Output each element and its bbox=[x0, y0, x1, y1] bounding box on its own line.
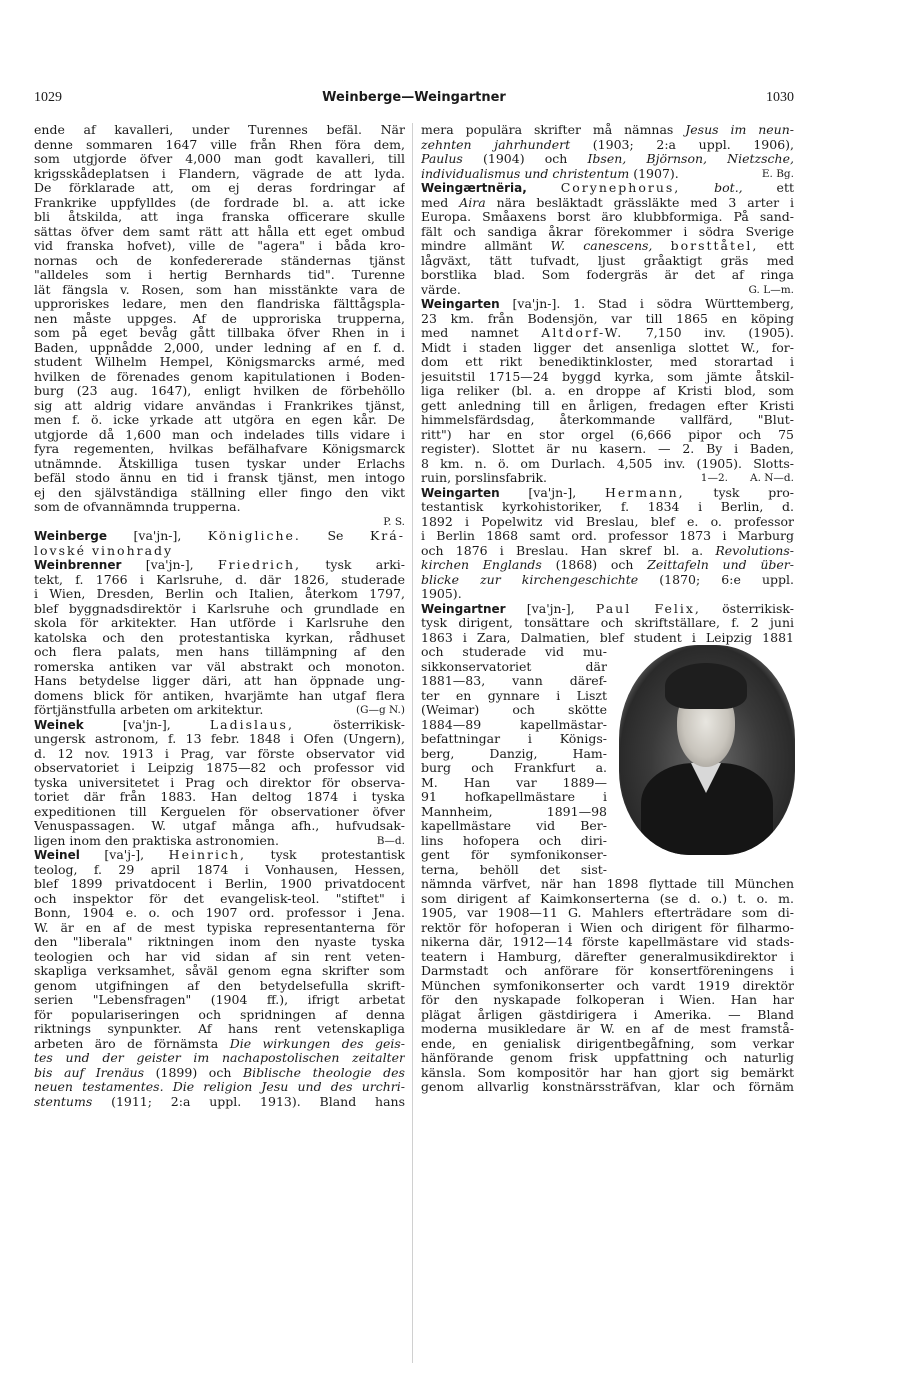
entry-line: jesuitstil 1715—24 byggd kyrka, som jämte åtskil- bbox=[421, 369, 794, 384]
entry-line: sig att aldrig vidare användas i Frankrikes tjänst, bbox=[34, 398, 405, 413]
entry-body bbox=[421, 254, 794, 283]
entry-text: värde. bbox=[421, 282, 461, 297]
entry-text: ett bbox=[776, 239, 794, 253]
cross-ref-label: Se bbox=[327, 529, 344, 543]
author-signature: A. N—d. bbox=[749, 472, 794, 484]
entry-line: 8 km. n. ö. om Durlach. 4,505 inv. (1905). Slotts- bbox=[421, 456, 794, 471]
entry-line bbox=[421, 326, 794, 341]
entry-line: rektör för hofoperan i Wien och dirigent för filharmo- bbox=[421, 920, 794, 935]
person-name: Friedrich, bbox=[217, 558, 301, 572]
entry-line bbox=[421, 181, 794, 196]
entry-line: som på eget bevåg gått tillbaka öfver Rhen in i bbox=[34, 326, 405, 340]
entry-text: nära besläktadt grässläkte med 3 arter i bbox=[496, 195, 794, 210]
entry-line: lågväxt, tätt tufvadt, ljust gråaktigt gräs med bbox=[421, 253, 794, 268]
entry-line: M. Han var 1889— bbox=[421, 775, 607, 790]
entry-line: moderna musikledare är W. en af de mest framstå- bbox=[421, 1022, 794, 1036]
running-title: Weinberge—Weingartner bbox=[322, 90, 506, 105]
entry-line bbox=[34, 1095, 405, 1110]
book-title: Paulus bbox=[421, 152, 463, 166]
entry-line: för den nyskapade folkoperan i Wien. Han har bbox=[421, 993, 794, 1007]
entry-line: observatoriet i Leipzig 1875—82 och professor vid bbox=[34, 761, 405, 775]
entry-line: plägat årligen gästdirigera i Amerika. — Bland bbox=[421, 1007, 794, 1022]
author-signature: G. L—m. bbox=[748, 283, 794, 296]
entry-line: testantisk kyrkohistoriker, f. 1834 i Berlin, d. bbox=[421, 500, 794, 514]
entry-line: himmelsfärdsdag, återkommande vallfärd, "Blut- bbox=[421, 413, 794, 427]
entry-weinberge bbox=[34, 529, 405, 558]
column-divider bbox=[412, 123, 413, 1363]
entry-line: Mannheim, 1891—98 bbox=[421, 804, 607, 819]
entry-line: tekt, f. 1766 i Karlsruhe, d. där 1826, studerade bbox=[34, 572, 405, 587]
entry-line: känsla. Som kompositör har han gjort sig bemärkt bbox=[421, 1065, 794, 1080]
pronunciation: [va'jn-], bbox=[122, 717, 171, 732]
entry-line: fyra regementen, hvilkas befälhafvare Königsmarck bbox=[34, 442, 405, 456]
entry-body bbox=[34, 732, 405, 848]
entry-line: liga reliker (bl. a. en droppe af Kristi blod, som bbox=[421, 384, 794, 398]
entry-line: sikkonservatoriet där bbox=[421, 659, 607, 674]
entry-line: 1905). bbox=[421, 587, 462, 601]
entry-line: genom utgifningen af den betydelsefulla skrift- bbox=[34, 978, 405, 993]
headword: Weingærtnëria, bbox=[421, 181, 527, 195]
entry-line: dom ett rikt benediktinkloster, med storartad i bbox=[421, 355, 794, 369]
book-title: Jesus im neun- bbox=[685, 123, 794, 137]
entry-line: upproriskes ledare, men den flandriska fälttågspla- bbox=[34, 297, 405, 311]
pronunciation: [va'j-], bbox=[104, 848, 145, 862]
entry-line: som de ofvannämnda trupperna. bbox=[34, 500, 241, 514]
entry-line bbox=[421, 486, 794, 501]
author-signature: B—d. bbox=[376, 834, 405, 847]
entry-line: berg, Danzig, Ham- bbox=[421, 746, 607, 761]
book-title: Die wirkungen des geis- bbox=[229, 1036, 405, 1051]
entry-text: 1—2. bbox=[700, 472, 728, 484]
book-title: blicke zur kirchengeschichte bbox=[421, 572, 639, 587]
headword: Weingartner bbox=[421, 601, 506, 616]
swedish-name: borsttåtel, bbox=[670, 239, 759, 253]
book-title: Revolutions- bbox=[715, 543, 794, 558]
person-name: Hermann, bbox=[605, 485, 685, 500]
entry-line bbox=[421, 471, 794, 486]
headword: Weingarten bbox=[421, 297, 500, 311]
book-title: stentums bbox=[34, 1094, 93, 1109]
entry-line bbox=[421, 602, 794, 617]
entry-line: gent för symfonikonser- bbox=[421, 848, 607, 862]
book-title: zehnten jahrhundert bbox=[421, 137, 571, 152]
book-title: kirchen Englands bbox=[421, 558, 542, 572]
entry-text: österrikisk- bbox=[722, 601, 794, 616]
latin-name: Corynephorus, bbox=[560, 181, 681, 195]
entry-line bbox=[421, 297, 794, 312]
entry-line: den "liberala" riktningen inom den nyaste tyska bbox=[34, 935, 405, 949]
entry-body bbox=[421, 500, 794, 544]
entry-body bbox=[421, 877, 794, 1095]
author-signature: (G—g N.) bbox=[356, 704, 405, 716]
left-column bbox=[34, 123, 405, 1109]
entry-line: Hans betydelse ligger däri, att han öppnade ung- bbox=[34, 674, 405, 688]
entry-line: Midt i staden ligger det ansenliga slottet W., for- bbox=[421, 340, 794, 355]
person-name: Paul Felix, bbox=[595, 601, 701, 616]
entry-text: (1868) och bbox=[555, 558, 634, 572]
entry-line: romerska antiken var väl abstrakt och monoton. bbox=[34, 659, 405, 674]
entry-weingarten-town bbox=[421, 297, 794, 486]
spaced-text: Königliche. bbox=[207, 529, 301, 543]
entry-line: 1863 i Zara, Dalmatien, blef student i Leipzig 1881 bbox=[421, 630, 794, 645]
entry-line: register). Slottet är nu kasern. — 2. By i Baden, bbox=[421, 442, 794, 456]
entry-line: krigsskådeplatsen i Flandern, vägrade de att lyda. bbox=[34, 166, 405, 181]
entry-line: för populariseringen och spridningen af denna bbox=[34, 1007, 405, 1022]
entry-line bbox=[421, 138, 794, 153]
entry-line bbox=[421, 239, 794, 254]
headword: Weinel bbox=[34, 848, 80, 862]
entry-line: teologien och har vid sidan af sin rent veten- bbox=[34, 949, 405, 964]
entry-line: och studerade vid mu- bbox=[421, 645, 607, 659]
entry-line: Baden, uppnådde 2,000, under ledning af en f. d. bbox=[34, 340, 405, 355]
book-title: individualismus und christentum bbox=[421, 166, 630, 181]
entry-weinel bbox=[34, 848, 405, 1109]
entry-line: som utgjorde öfver 4,000 man godt kavalleri, till bbox=[34, 152, 405, 166]
entry-line: teolog, f. 29 april 1874 i Vonhausen, Hessen, bbox=[34, 862, 405, 877]
entry-line bbox=[34, 1066, 405, 1081]
entry-line: lät fängsla v. Rosen, som han misstänkte vara de bbox=[34, 282, 405, 297]
entry-line: 1905, var 1908—11 G. Mahlers efterträdare som di- bbox=[421, 906, 794, 920]
entry-line bbox=[421, 544, 794, 559]
entry-line: lins hofopera och diri- bbox=[421, 833, 607, 848]
latin-name: Aira bbox=[459, 195, 486, 210]
book-title: neuen testamentes. Die religion Jesu und des urchri- bbox=[34, 1080, 405, 1094]
entry-line bbox=[421, 152, 794, 167]
cross-ref-target: Krá- bbox=[369, 529, 405, 543]
entry-line bbox=[34, 718, 405, 733]
entry-line: tysk dirigent, tonsättare och skriftställare, f. 2 juni bbox=[421, 616, 794, 630]
page-header bbox=[34, 90, 794, 112]
entry-line: hvilken de förenades genom kapitulationen i Boden- bbox=[34, 369, 405, 384]
entry-line: d. 12 nov. 1913 i Prag, var förste observator vid bbox=[34, 746, 405, 761]
entry-line bbox=[421, 283, 794, 298]
entry-line: München symfonikonserter och vardt 1919 direktör bbox=[421, 978, 794, 993]
entry-body bbox=[34, 863, 405, 1052]
entry-text: tysk protestantisk bbox=[270, 848, 405, 862]
entry-text: (1907). bbox=[633, 166, 679, 181]
entry-line: borstlika blad. Som fodergräs är det af ringa bbox=[421, 268, 794, 282]
entry-line: bli åtskilda, att inga franska officerare skulle bbox=[34, 210, 405, 224]
entry-line: hänförande genom frisk uppfattning och naturlig bbox=[421, 1051, 794, 1065]
entry-line: katolska och den protestantiska kyrkan, rådhuset bbox=[34, 630, 405, 645]
pronunciation: [va'jn-], bbox=[133, 529, 182, 543]
author-signature: P. S. bbox=[383, 515, 405, 528]
entry-line: och flera palats, men hans tillämpning af den bbox=[34, 645, 405, 659]
place-name: Altdorf-W. bbox=[541, 326, 624, 340]
headword: Weingarten bbox=[421, 485, 500, 500]
entry-signature-line bbox=[34, 515, 405, 530]
entry-text: ruin, porslinsfabrik. bbox=[421, 471, 548, 485]
entry-line: blef byggnadsdirektör i Karlsruhe och grundlade en bbox=[34, 601, 405, 616]
book-title: Biblische theologie des bbox=[243, 1065, 405, 1080]
entry-line: blef 1899 privatdocent i Berlin, 1900 privatdocent bbox=[34, 877, 405, 891]
entry-text: tysk pro- bbox=[713, 485, 794, 500]
pronunciation: [va'jn-], bbox=[526, 601, 575, 616]
entry-line: riktnings synpunkter. Af hans rent vetenskapliga bbox=[34, 1022, 405, 1036]
entry-line: fält och sandiga åkrar förekommer i södra Sverige bbox=[421, 224, 794, 239]
entry-text: [va'jn-]. 1. Stad i södra Württemberg, bbox=[512, 297, 794, 311]
entry-line: men f. ö. icke yrkade att utgöra en egen kår. De bbox=[34, 413, 405, 427]
entry-weinbrenner bbox=[34, 558, 405, 718]
entry-line bbox=[421, 167, 794, 182]
field-label: bot., bbox=[714, 181, 743, 195]
entry-line: sättas öfver dem samt rätt att hålla ett eget ombud bbox=[34, 224, 405, 239]
entry-line: lovské vinohrady bbox=[34, 543, 174, 558]
entry-line: De förklarade att, om ej deras fordringar af bbox=[34, 181, 405, 195]
entry-line: Europa. Småaxens borst äro klubbformiga. På sand- bbox=[421, 210, 794, 224]
page-number-right: 1030 bbox=[766, 90, 794, 105]
entry-line: denne sommaren 1647 ville från Rhen föra dem, bbox=[34, 137, 405, 152]
entry-line: ende af kavalleri, under Turennes befäl. När bbox=[34, 123, 405, 137]
entry-text: med bbox=[421, 195, 449, 210]
portrait-hair-shape bbox=[665, 663, 747, 709]
entry-line bbox=[34, 848, 405, 863]
entry-weinel-continued bbox=[421, 123, 794, 181]
entry-line: gett anledning till en årligen, fredagen efter Kristi bbox=[421, 398, 794, 413]
entry-text: med namnet bbox=[421, 326, 519, 340]
entry-line: 1892 i Popelwitz vid Breslau, blef e. o. professor bbox=[421, 514, 794, 529]
entry-line bbox=[421, 573, 794, 588]
entry-line: 23 km. från Bodensjön, var till 1865 en köping bbox=[421, 311, 794, 326]
entry-line bbox=[34, 558, 405, 573]
entry-line: nämnda värfvet, när han 1898 flyttade till München bbox=[421, 877, 794, 891]
entry-line: ter en gynnare i Liszt bbox=[421, 688, 607, 703]
headword: Weinek bbox=[34, 717, 84, 732]
entry-body bbox=[421, 341, 794, 472]
entry-line: nikerna där, 1912—14 förste kapellmästare vid stads- bbox=[421, 935, 794, 949]
entry-line: ritt") har en stor orgel (6,666 pipor och 75 bbox=[421, 427, 794, 442]
entry-line: 1881—83, vann däref- bbox=[421, 674, 607, 688]
entry-line: och inspektor för det evangelisk-teol. "stiftet" i bbox=[34, 891, 405, 906]
entry-line: 1884—89 kapellmästar- bbox=[421, 717, 607, 732]
entry-text: förtjänstfulla arbeten om arkitektur. bbox=[34, 703, 264, 717]
entry-text: 7,150 inv. (1905). bbox=[645, 326, 794, 340]
right-column bbox=[421, 123, 794, 1095]
entry-text: (1904) och bbox=[483, 152, 568, 166]
entry-continuation bbox=[34, 123, 405, 515]
portrait-block bbox=[421, 645, 794, 877]
author-signature: E. Bg. bbox=[761, 167, 794, 180]
entry-line bbox=[421, 558, 794, 573]
entry-line: skapliga verksamhet, såväl genom egna skrifter som bbox=[34, 964, 405, 978]
book-title: Ibsen, Björnson, Nietzsche, bbox=[587, 152, 794, 166]
entry-line: burg och Frankfurt a. bbox=[421, 761, 607, 775]
entry-line bbox=[421, 123, 794, 138]
entry-text: mindre allmänt bbox=[421, 239, 533, 253]
entry-text: (1911; 2:a uppl. 1913). Bland hans bbox=[111, 1094, 405, 1109]
entry-line: serien "Lebensfragen" (1904 ff.), ifrigt arbetat bbox=[34, 993, 405, 1007]
entry-line: ligen inom den praktiska astronomien. B—d. bbox=[34, 833, 405, 848]
entry-line bbox=[421, 196, 794, 211]
entry-line: (Weimar) och skötte bbox=[421, 703, 607, 717]
book-title: bis auf Irenäus bbox=[34, 1065, 145, 1080]
entry-body bbox=[421, 210, 794, 239]
entry-line: terna, behöll det sist- bbox=[421, 862, 607, 877]
entry-line bbox=[34, 703, 405, 718]
entry-line: burg (23 aug. 1647), enligt hvilken de förbehöllo bbox=[34, 384, 405, 398]
entry-text: (1903; 2:a uppl. 1906), bbox=[592, 137, 794, 152]
entry-text: ett bbox=[776, 181, 794, 195]
latin-name: W. canescens, bbox=[550, 239, 653, 253]
entry-line bbox=[34, 529, 405, 544]
entry-text: mera populära skrifter må nämnas bbox=[421, 123, 674, 137]
entry-line: toriet där från 1883. Han deltog 1874 i tyska bbox=[34, 790, 405, 804]
entry-line: Bonn, 1904 e. o. och 1907 ord. professor i Jena. bbox=[34, 906, 405, 920]
entry-line: expeditionen till Kerguelen för observationer öfver bbox=[34, 804, 405, 819]
entry-body bbox=[34, 573, 405, 704]
entry-line: Frankrike uppfylldes (de fordrade bl. a. att icke bbox=[34, 195, 405, 210]
entry-line: arbeten äro de förnämsta Die wirkungen des geis- bbox=[34, 1036, 405, 1051]
entry-body bbox=[421, 616, 794, 645]
person-name: Ladislaus, bbox=[209, 717, 294, 732]
person-name: Heinrich, bbox=[168, 848, 247, 862]
entry-line: "alldeles som i hertig Bernhards tid". Turenne bbox=[34, 268, 405, 282]
entry-line: W. är en af de mest typiska representanterna för bbox=[34, 920, 405, 935]
book-title: Zeittafeln und über- bbox=[647, 558, 794, 572]
entry-line: vid franska hofvet), ville de "agera" i båda kro- bbox=[34, 239, 405, 253]
entry-line: utgjorde då 1,600 man och indelades tills vidare i bbox=[34, 427, 405, 442]
entry-line: befäl stodo ännu en tid i fransk tjänst, men intogo bbox=[34, 471, 405, 485]
headword: Weinberge bbox=[34, 529, 107, 543]
entry-line: Darmstadt och anförare för konsertföreningens i bbox=[421, 964, 794, 978]
entry-line: teatern i Hamburg, därefter generalmusikdirektor i bbox=[421, 949, 794, 964]
entry-line: genom allvarlig konstnärssträfvan, klar och förnäm bbox=[421, 1080, 794, 1094]
entry-line: tyska universitetet i Prag och direktor för observa- bbox=[34, 775, 405, 790]
entry-line: utnämnde. Åtskilliga tusen tyskar under Erlachs bbox=[34, 456, 405, 471]
entry-line: ungersk astronom, f. 13 febr. 1848 i Ofen (Ungern), bbox=[34, 732, 405, 746]
entry-line: som dirigent af Kaimkonserterna (se d. o.) t. o. m. bbox=[421, 891, 794, 906]
entry-text: (1870; 6:e uppl. bbox=[659, 572, 794, 587]
entry-line: 91 hofkapellmästare i bbox=[421, 790, 607, 804]
pronunciation: [va'jn-], bbox=[145, 558, 194, 572]
entry-line: skola för arkitekter. Han utförde i Karlsruhe den bbox=[34, 616, 405, 630]
entry-line: i Berlin 1868 samt ord. professor 1873 i Marburg bbox=[421, 529, 794, 543]
entry-weingaertneria bbox=[421, 181, 794, 297]
entry-line: ende, en genialisk dirigentbegåfning, som verkar bbox=[421, 1036, 794, 1051]
entry-line: Venuspassagen. W. utgaf många afh., hufvudsak- bbox=[34, 819, 405, 833]
pronunciation: [va'jn-], bbox=[528, 485, 577, 500]
entry-line: domens blick för antiken, hvarjämte han utgaf flera bbox=[34, 688, 405, 703]
entry-weingartner bbox=[421, 602, 794, 1095]
entry-line: i Wien, Dresden, Berlin och Italien, återkom 1797, bbox=[34, 587, 405, 601]
entry-text: tysk arki- bbox=[325, 558, 405, 572]
entry-line: befattningar i Königs- bbox=[421, 732, 607, 746]
entry-text: och 1876 i Breslau. Han skref bl. a. bbox=[421, 543, 704, 558]
entry-line: nornas och de konfedererade ständernas tjänst bbox=[34, 253, 405, 268]
book-title: tes und der geister im nachapostolischen zeitalter bbox=[34, 1051, 405, 1065]
entry-line: kapellmästare vid Ber- bbox=[421, 819, 607, 833]
headword: Weinbrenner bbox=[34, 558, 122, 572]
entry-text: (1899) och bbox=[155, 1065, 232, 1080]
portrait-photo bbox=[619, 645, 795, 855]
entry-line: nen måste uppges. Af de upproriska trupperna, bbox=[34, 311, 405, 326]
page-number-left: 1029 bbox=[34, 90, 62, 105]
entry-weinek bbox=[34, 718, 405, 849]
entry-line: ej den självständiga ställning eller fingo den vikt bbox=[34, 485, 405, 500]
entry-line: student Wilhelm Hempel, Königsmarcks armé, med bbox=[34, 355, 405, 369]
entry-text: österrikisk- bbox=[333, 717, 405, 732]
entry-weingarten-hermann bbox=[421, 486, 794, 602]
